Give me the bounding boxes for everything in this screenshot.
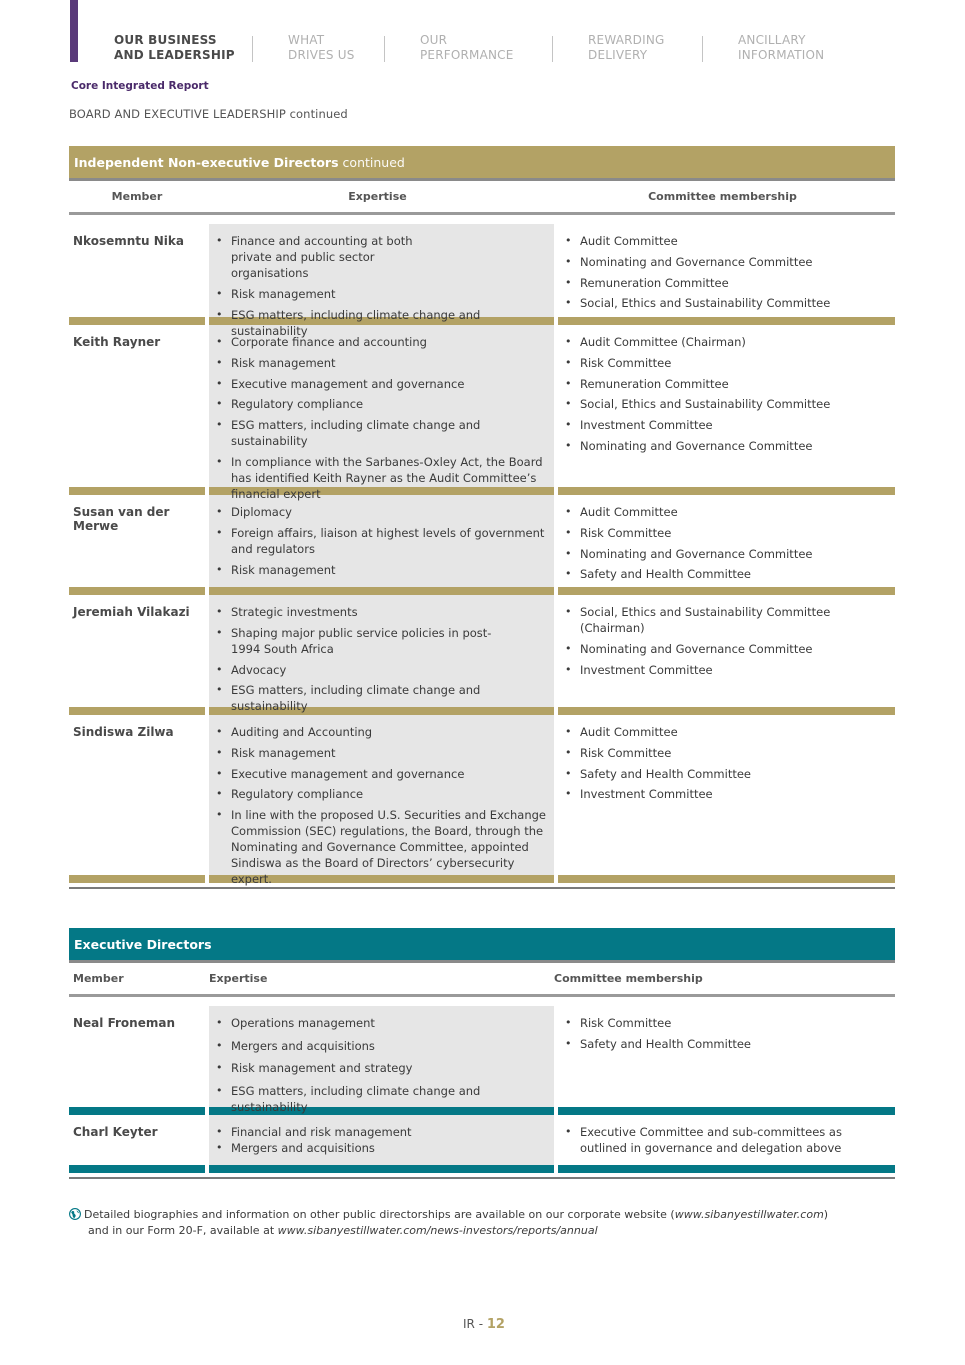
table-row bbox=[69, 495, 895, 587]
nav-divider bbox=[552, 36, 553, 62]
expertise-item: • Diplomacy bbox=[215, 504, 548, 520]
expertise-cell bbox=[209, 715, 554, 887]
table-row bbox=[69, 595, 895, 714]
expertise-cell bbox=[209, 495, 554, 587]
expertise-item: • Regulatory compliance bbox=[215, 786, 548, 802]
nav-item-our-performance[interactable] bbox=[420, 33, 552, 63]
expertise-item: • Risk management bbox=[215, 745, 548, 761]
page-number bbox=[463, 1317, 505, 1332]
globe-icon bbox=[69, 1208, 81, 1220]
table-end-rule bbox=[69, 887, 895, 889]
committee-item: • Risk Committee bbox=[564, 525, 889, 541]
row-separator bbox=[69, 587, 895, 595]
footnote-text: and in our Form 20-F, available at bbox=[88, 1223, 278, 1237]
member-name: Jeremiah Vilakazi bbox=[73, 605, 190, 619]
expertise-item: • Finance and accounting at both private and public sector organisations bbox=[215, 233, 455, 281]
committee-cell bbox=[558, 595, 895, 707]
committee-item: • Audit Committee bbox=[564, 724, 889, 740]
member-name: Neal Froneman bbox=[73, 1016, 175, 1030]
column-header-committees: Committee membership bbox=[648, 190, 797, 203]
member-name: Nkosemntu Nika bbox=[73, 234, 184, 248]
expertise-item: • Executive management and governance bbox=[215, 766, 548, 782]
nav-divider bbox=[702, 36, 703, 62]
report-label: Core Integrated Report bbox=[71, 80, 209, 92]
nav-divider bbox=[384, 36, 385, 62]
table-row bbox=[69, 224, 895, 338]
top-navigation bbox=[114, 33, 965, 67]
committee-item: • Safety and Health Committee bbox=[564, 1036, 889, 1052]
committee-item: • Investment Committee bbox=[564, 786, 889, 802]
nav-label-line1: ANCILLARY bbox=[738, 33, 806, 47]
executive-directors-table bbox=[69, 928, 895, 1179]
member-name: Sindiswa Zilwa bbox=[73, 725, 174, 739]
table-title: Independent Non-executive Directors bbox=[74, 154, 339, 170]
committee-item: • Remuneration Committee bbox=[564, 275, 889, 291]
table-band-header bbox=[69, 146, 895, 181]
expertise-item: • In compliance with the Sarbanes-Oxley Act, the Board has identified Keith Rayner as the Audit Committee’s financial expert bbox=[215, 454, 548, 502]
committee-item: • Nominating and Governance Committee bbox=[564, 254, 889, 270]
nav-label-line2: PERFORMANCE bbox=[420, 48, 514, 62]
expertise-item: • ESG matters, including climate change and sustainability bbox=[215, 417, 548, 449]
nav-item-our-business[interactable] bbox=[114, 33, 252, 63]
nav-item-ancillary-information[interactable] bbox=[738, 33, 824, 63]
expertise-item: • Auditing and Accounting bbox=[215, 724, 548, 740]
committee-item: • Social, Ethics and Sustainability Committee bbox=[564, 396, 889, 412]
page-number-value: 12 bbox=[486, 1317, 505, 1332]
committee-item: • Audit Committee bbox=[564, 233, 889, 249]
committee-cell bbox=[558, 495, 895, 587]
expertise-cell bbox=[209, 595, 554, 714]
independent-directors-table bbox=[69, 146, 895, 889]
committee-item: • Risk Committee bbox=[564, 1015, 889, 1031]
committee-item: • Social, Ethics and Sustainability Committee (Chairman) bbox=[564, 604, 889, 636]
expertise-item: • Mergers and acquisitions bbox=[215, 1038, 548, 1054]
table-end-rule bbox=[69, 1177, 895, 1179]
section-accent-bar bbox=[70, 0, 78, 62]
committee-item: • Social, Ethics and Sustainability Committee bbox=[564, 295, 889, 311]
committee-item: • Audit Committee (Chairman) bbox=[564, 334, 889, 350]
column-headers bbox=[69, 181, 895, 215]
table-band-header bbox=[69, 928, 895, 963]
committee-item: • Safety and Health Committee bbox=[564, 766, 889, 782]
expertise-item: • Financial and risk management bbox=[215, 1124, 548, 1140]
expertise-item: • Risk management bbox=[215, 562, 548, 578]
expertise-item: • Strategic investments bbox=[215, 604, 548, 620]
nav-label-line1: REWARDING bbox=[588, 33, 665, 47]
nav-divider bbox=[252, 36, 253, 62]
footnote-text: ) bbox=[823, 1208, 829, 1221]
footnote-text: Detailed biographies and information on other public directorships are available on our corporate website ( bbox=[84, 1208, 675, 1221]
table-title-suffix: continued bbox=[342, 154, 405, 170]
committee-item: • Nominating and Governance Committee bbox=[564, 438, 889, 454]
committee-item: • Investment Committee bbox=[564, 417, 889, 433]
row-separator bbox=[69, 1165, 895, 1173]
table-row bbox=[69, 715, 895, 887]
member-name: Charl Keyter bbox=[73, 1125, 158, 1139]
committee-cell bbox=[558, 1006, 895, 1107]
expertise-item: • Mergers and acquisitions bbox=[215, 1140, 548, 1156]
expertise-item: • Executive management and governance bbox=[215, 376, 548, 392]
expertise-item: • In line with the proposed U.S. Securities and Exchange Commission (SEC) regulations, the Board, through the Nominating and Governance Committee, appointed Sindiswa as the Board of Directors’ cybersecurity expert. bbox=[215, 807, 548, 887]
expertise-cell bbox=[209, 1115, 554, 1165]
column-header-expertise: Expertise bbox=[209, 972, 268, 985]
nav-item-rewarding-delivery[interactable] bbox=[588, 33, 702, 63]
nav-label-line2: DRIVES US bbox=[288, 48, 355, 62]
committee-cell bbox=[558, 1115, 895, 1165]
committee-cell bbox=[558, 715, 895, 875]
page-prefix: IR - bbox=[463, 1317, 487, 1331]
nav-label-line2: INFORMATION bbox=[738, 48, 825, 62]
expertise-cell bbox=[209, 1006, 554, 1114]
committee-item: • Nominating and Governance Committee bbox=[564, 546, 889, 562]
expertise-cell bbox=[209, 325, 554, 501]
expertise-item: • Operations management bbox=[215, 1015, 548, 1031]
committee-item: • Executive Committee and sub-committees as outlined in governance and delegation above bbox=[564, 1124, 884, 1156]
expertise-item: • Shaping major public service policies in post-1994 South Africa bbox=[215, 625, 515, 657]
nav-label-line1: WHAT bbox=[288, 33, 325, 47]
expertise-item: • ESG matters, including climate change and sustainability bbox=[215, 682, 548, 714]
reports-link[interactable]: www.sibanyestillwater.com/news-investors/reports/annual bbox=[277, 1223, 598, 1237]
member-name: Keith Rayner bbox=[73, 335, 161, 349]
nav-item-what-drives-us[interactable] bbox=[288, 33, 384, 63]
website-link[interactable]: www.sibanyestillwater.com bbox=[674, 1208, 824, 1221]
committee-item: • Nominating and Governance Committee bbox=[564, 641, 889, 657]
table-row bbox=[69, 1115, 895, 1165]
expertise-item: • ESG matters, including climate change and sustainability bbox=[215, 1083, 548, 1115]
nav-label-line1: OUR BUSINESS bbox=[114, 33, 217, 47]
committee-item: • Risk Committee bbox=[564, 355, 889, 371]
column-headers bbox=[69, 963, 895, 997]
table-row bbox=[69, 1006, 895, 1114]
nav-label-line2: AND LEADERSHIP bbox=[114, 48, 235, 62]
expertise-cell bbox=[209, 224, 554, 338]
nav-label-line2: DELIVERY bbox=[588, 48, 648, 62]
committee-item: • Safety and Health Committee bbox=[564, 566, 889, 582]
committee-cell bbox=[558, 224, 895, 317]
nav-label-line1: OUR bbox=[420, 33, 448, 47]
column-header-member: Member bbox=[111, 190, 163, 203]
expertise-item: • Risk management bbox=[215, 286, 548, 302]
committee-item: • Remuneration Committee bbox=[564, 376, 889, 392]
expertise-item: • Advocacy bbox=[215, 662, 548, 678]
table-row bbox=[69, 325, 895, 501]
column-header-expertise: Expertise bbox=[348, 190, 407, 203]
column-header-member: Member bbox=[73, 972, 124, 985]
expertise-item: • ESG matters, including climate change and sustainability bbox=[215, 307, 548, 339]
expertise-item: • Corporate finance and accounting bbox=[215, 334, 548, 350]
spacer bbox=[69, 997, 895, 1006]
section-title: BOARD AND EXECUTIVE LEADERSHIP continued bbox=[69, 107, 348, 121]
column-header-committees: Committee membership bbox=[554, 972, 703, 985]
committee-item: • Investment Committee bbox=[564, 662, 889, 678]
committee-item: • Audit Committee bbox=[564, 504, 889, 520]
spacer bbox=[69, 215, 895, 224]
expertise-item: • Foreign affairs, liaison at highest levels of government and regulators bbox=[215, 525, 548, 557]
expertise-item: • Risk management and strategy bbox=[215, 1060, 548, 1076]
committee-item: • Risk Committee bbox=[564, 745, 889, 761]
expertise-item: • Risk management bbox=[215, 355, 548, 371]
footnote bbox=[69, 1207, 828, 1238]
table-title: Executive Directors bbox=[74, 936, 212, 952]
member-name: Susan van der Merwe bbox=[73, 505, 170, 533]
expertise-item: • Regulatory compliance bbox=[215, 396, 548, 412]
committee-cell bbox=[558, 325, 895, 487]
